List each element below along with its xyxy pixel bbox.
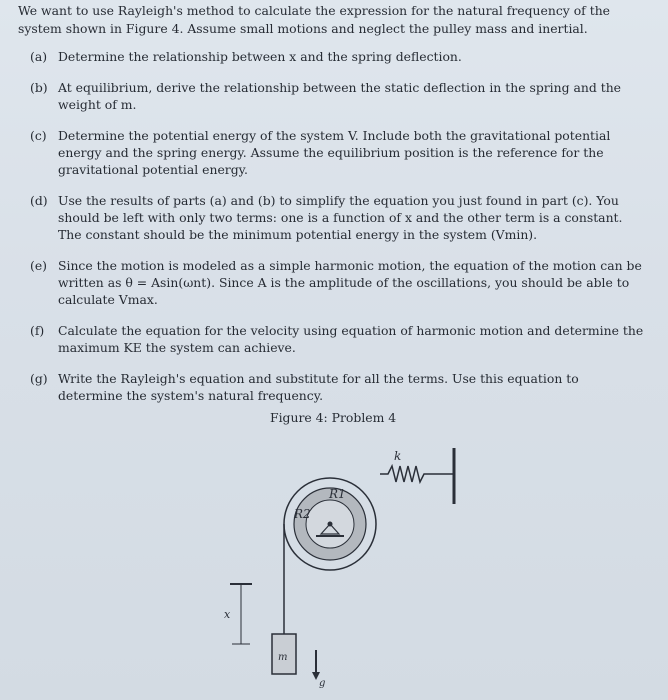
radius-r1-label: R1 <box>329 487 346 501</box>
spring <box>380 466 454 482</box>
problem-intro: We want to use Rayleigh's method to calculate the expression for the natural frequency of the system shown in Figure 4. Assume small motions and neglect the pulley mass and inertial. <box>18 3 611 36</box>
pivot-pin <box>328 522 333 527</box>
part-a <box>30 48 646 65</box>
part-f <box>30 322 646 356</box>
part-label: (g) <box>30 371 48 386</box>
part-text: Write the Rayleigh's equation and substitute for all the terms. Use this equation to determine the system's natural frequency. <box>58 371 579 403</box>
part-label: (a) <box>30 49 48 64</box>
part-label: (e) <box>30 258 48 273</box>
spring-k-label: k <box>394 449 402 463</box>
part-d <box>30 192 646 243</box>
pulley-spring-mass-diagram <box>210 430 490 700</box>
part-label: (b) <box>30 80 48 95</box>
gravity-g-label: g <box>319 678 326 689</box>
part-e <box>30 257 646 308</box>
part-text: Determine the relationship between x and the spring deflection. <box>58 49 462 64</box>
figure-caption: Figure 4: Problem 4 <box>270 410 397 425</box>
part-label: (c) <box>30 128 47 143</box>
part-b <box>30 79 646 113</box>
part-text: At equilibrium, derive the relationship between the static deflection in the spring and the weight of m. <box>58 80 622 112</box>
radius-r2-label: R2 <box>294 507 311 521</box>
problem-parts-list <box>30 48 646 418</box>
part-label: (f) <box>30 323 45 338</box>
x-label: x <box>224 608 231 621</box>
part-text: Use the results of parts (a) and (b) to simplify the equation you just found in part (c). You should be left with only two terms: one is a function of x and the other term is a constant. The constant should be the minimum potential energy in the system (Vmin). <box>58 193 623 242</box>
part-text: Determine the potential energy of the system V. Include both the gravitational potential energy and the spring energy. Assume the equilibrium position is the reference for the gravitational potential energy. <box>58 128 611 177</box>
part-text: Calculate the equation for the velocity using equation of harmonic motion and determine the maximum KE the system can achieve. <box>58 323 644 355</box>
mass-m-label: m <box>278 652 288 663</box>
part-c <box>30 127 646 178</box>
part-g <box>30 370 646 404</box>
part-text: Since the motion is modeled as a simple harmonic motion, the equation of the motion can be written as θ = Asin(ωnt). Since A is the amplitude of the oscillations, you should be able to calculate Vmax. <box>58 258 642 307</box>
part-label: (d) <box>30 193 48 208</box>
